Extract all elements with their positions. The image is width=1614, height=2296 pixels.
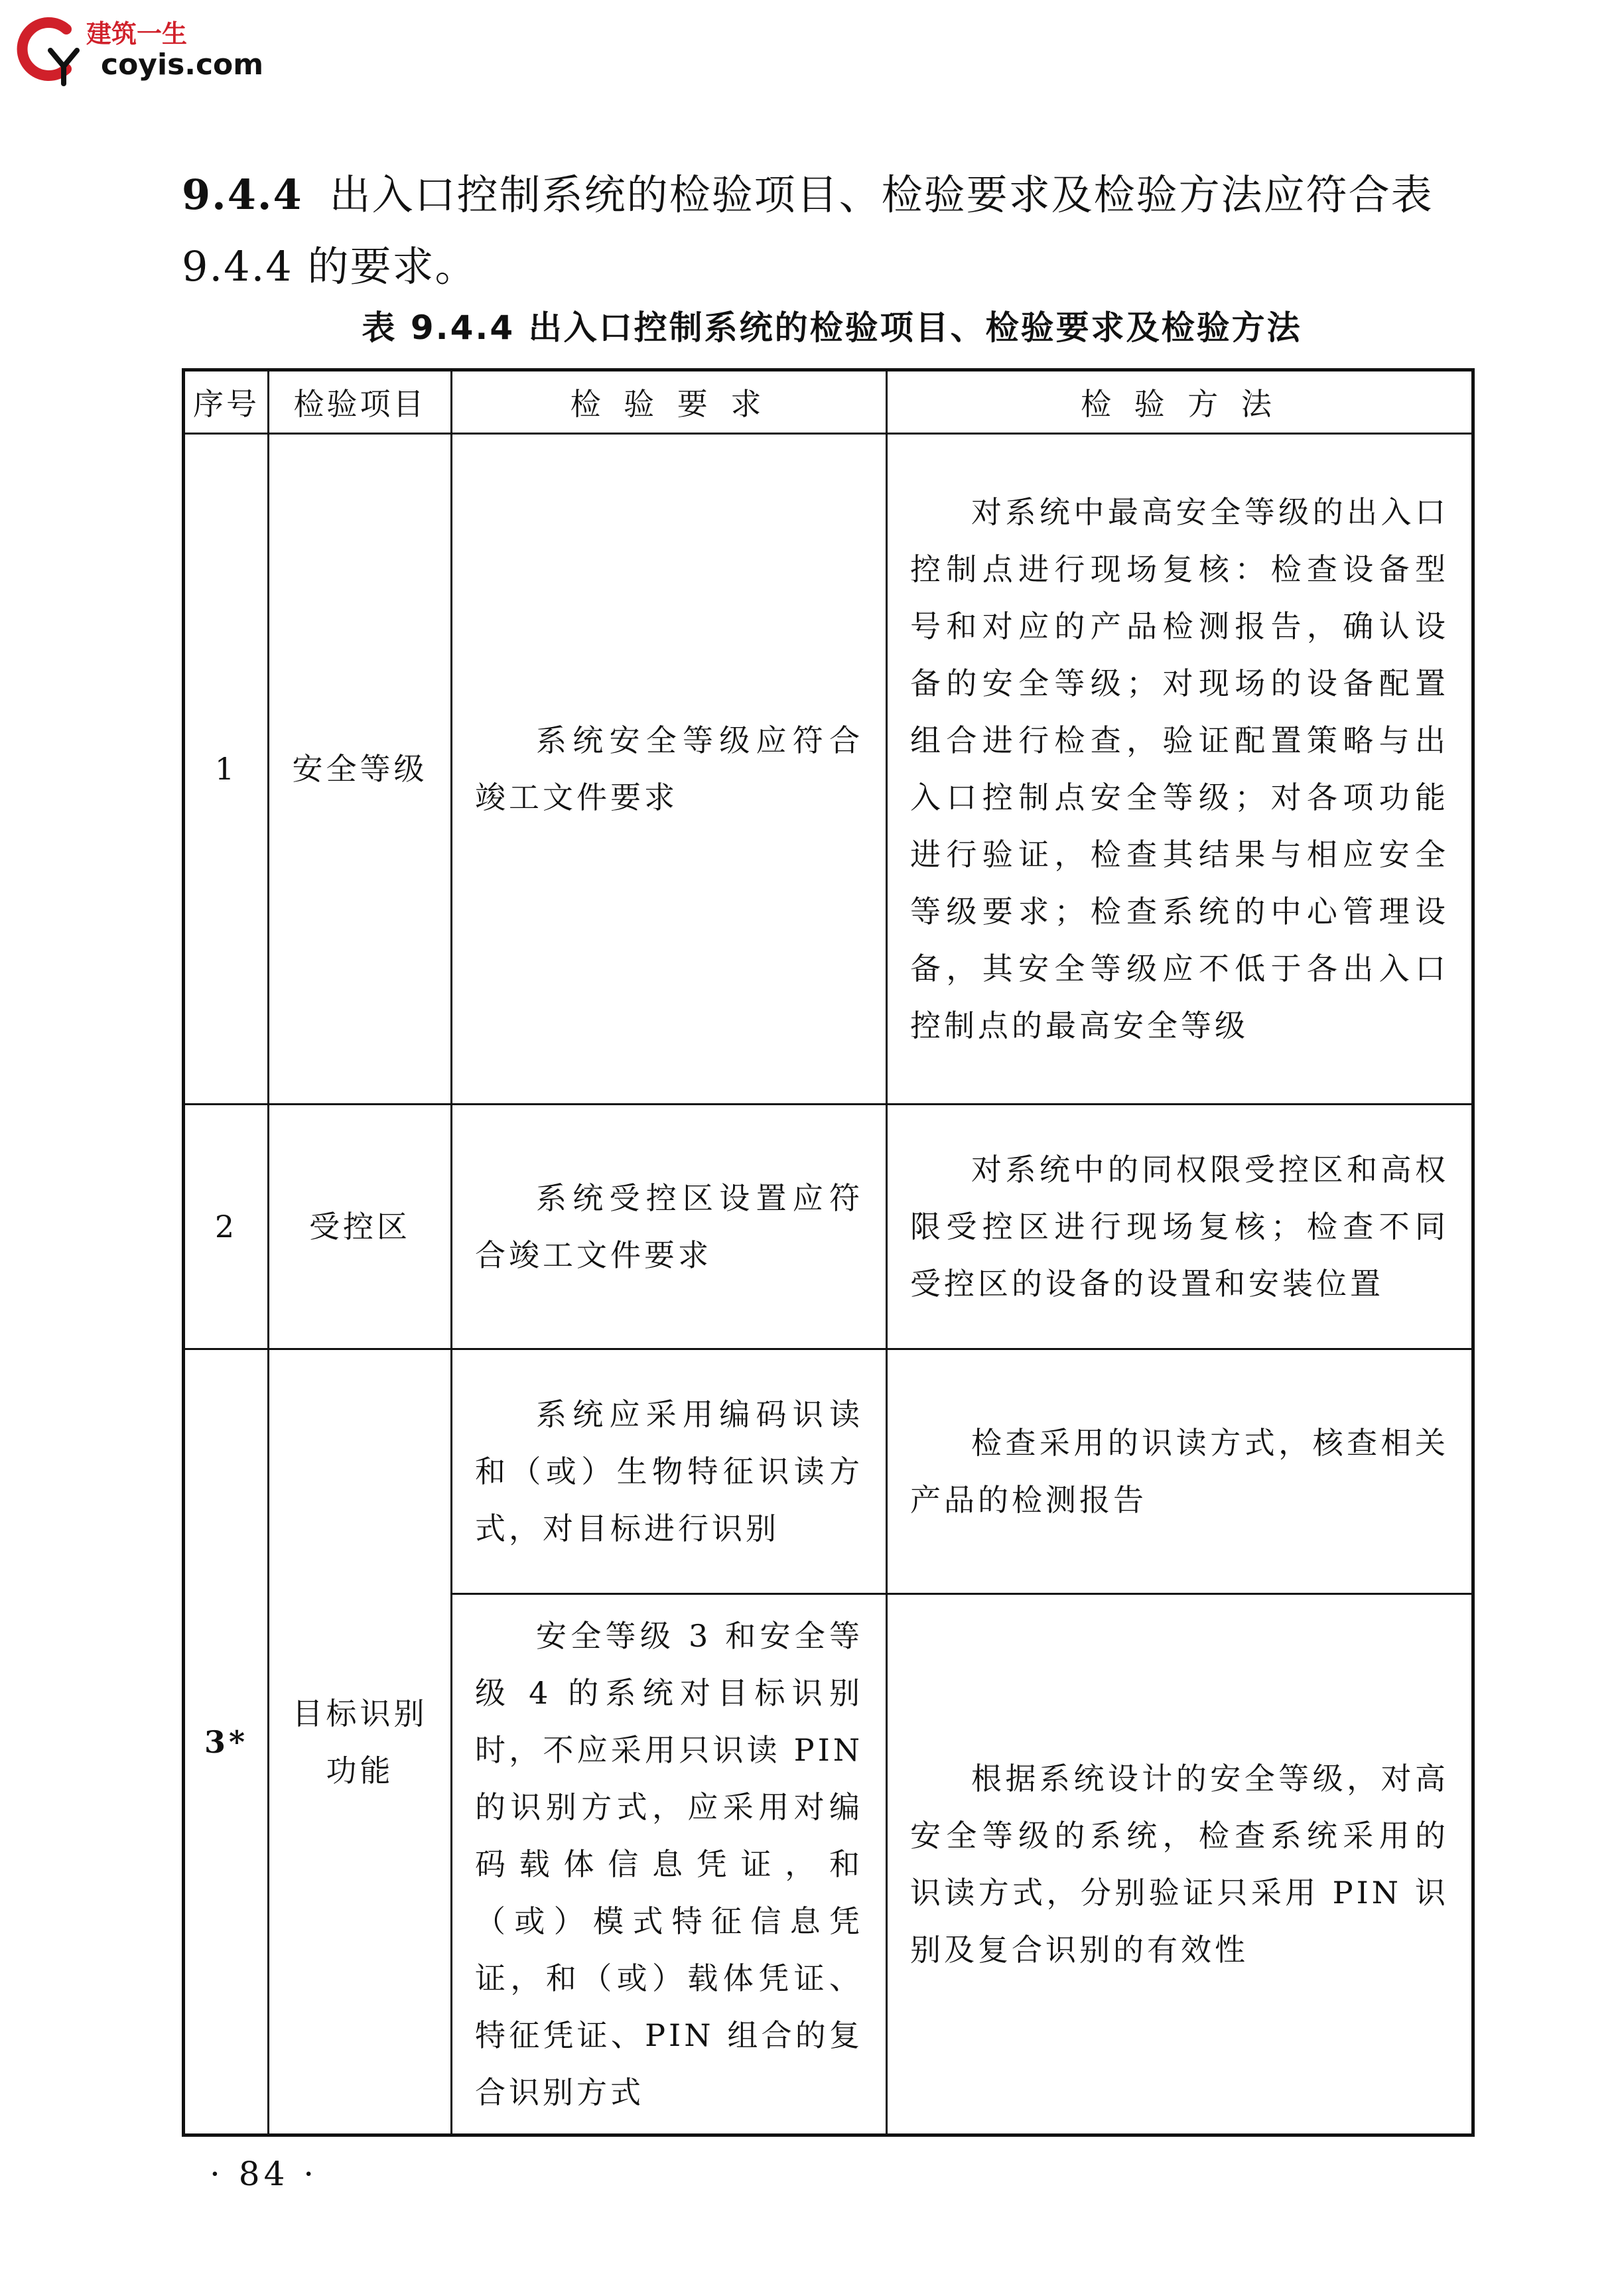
requirement-text: 系统受控区设置应符合竣工文件要求 <box>475 1180 863 1273</box>
row-item: 安全等级 <box>269 434 452 1105</box>
cy-logo-icon <box>9 9 89 89</box>
table-caption: 表 9.4.4 出入口控制系统的检验项目、检验要求及检验方法 <box>362 308 1302 347</box>
header-item: 检验项目 <box>269 370 452 434</box>
header-requirement: 检 验 要 求 <box>452 370 887 434</box>
site-logo <box>9 9 288 89</box>
table-header-row <box>184 370 1473 434</box>
method-text: 对系统中的同权限受控区和高权限受控区进行现场复核；检查不同受控区的设备的设置和安装位置 <box>910 1152 1449 1302</box>
row-method <box>887 434 1473 1105</box>
table-row <box>184 1349 1473 1594</box>
clause-text: 出入口控制系统的检验项目、检验要求及检验方法应符合表 9.4.4 的要求。 <box>182 170 1434 291</box>
method-text: 对系统中最高安全等级的出入口控制点进行现场复核：检查设备型号和对应的产品检测报告，确认设备的安全等级；对现场的设备配置组合进行检查，验证配置策略与出入口控制点安全等级；对各项功能进行验证，检查其结果与相应安全等级要求；检查系统的中心管理设备，其安全等级应不低于各出入口控制点的最高安全等级 <box>910 494 1449 1044</box>
item-line: 功能 <box>326 1752 394 1789</box>
row-requirement <box>452 1105 887 1349</box>
row-requirement <box>452 434 887 1105</box>
requirement-text: 系统应采用编码识读和（或）生物特征识读方式，对目标进行识别 <box>475 1396 863 1546</box>
row-item <box>269 1349 452 2135</box>
header-method: 检 验 方 法 <box>887 370 1473 434</box>
method-text: 检查采用的识读方式，核查相关产品的检测报告 <box>910 1425 1449 1518</box>
row-item: 受控区 <box>269 1105 452 1349</box>
row-requirement <box>452 1594 887 2135</box>
row-method <box>887 1349 1473 1594</box>
clause-number: 9.4.4 <box>182 170 303 219</box>
table-row <box>184 434 1473 1105</box>
requirement-text: 安全等级 3 和安全等级 4 的系统对目标识别时，不应采用只识读 PIN 的识别方式，应采用对编码载体信息凭证，和（或）模式特征信息凭证，和（或）载体凭证、特征凭证、PIN 组合的复合识别方式 <box>475 1618 863 2110</box>
clause-paragraph <box>182 159 1482 303</box>
row-seq: 3* <box>184 1349 269 2135</box>
row-seq: 2 <box>184 1105 269 1349</box>
table-row <box>184 1105 1473 1349</box>
logo-url-text: coyis.com <box>101 48 264 82</box>
logo-chinese-text: 建筑一生 <box>86 19 188 48</box>
inspection-table <box>182 368 1475 2137</box>
row-method <box>887 1594 1473 2135</box>
item-line: 目标识别 <box>292 1695 428 1731</box>
header-seq: 序号 <box>184 370 269 434</box>
requirement-text: 系统安全等级应符合竣工文件要求 <box>475 722 863 815</box>
page-number: · 84 · <box>210 2155 318 2193</box>
row-requirement <box>452 1349 887 1594</box>
row-seq: 1 <box>184 434 269 1105</box>
method-text: 根据系统设计的安全等级，对高安全等级的系统，检查系统采用的识读方式，分别验证只采用 PIN 识别及复合识别的有效性 <box>910 1761 1449 1968</box>
row-method <box>887 1105 1473 1349</box>
